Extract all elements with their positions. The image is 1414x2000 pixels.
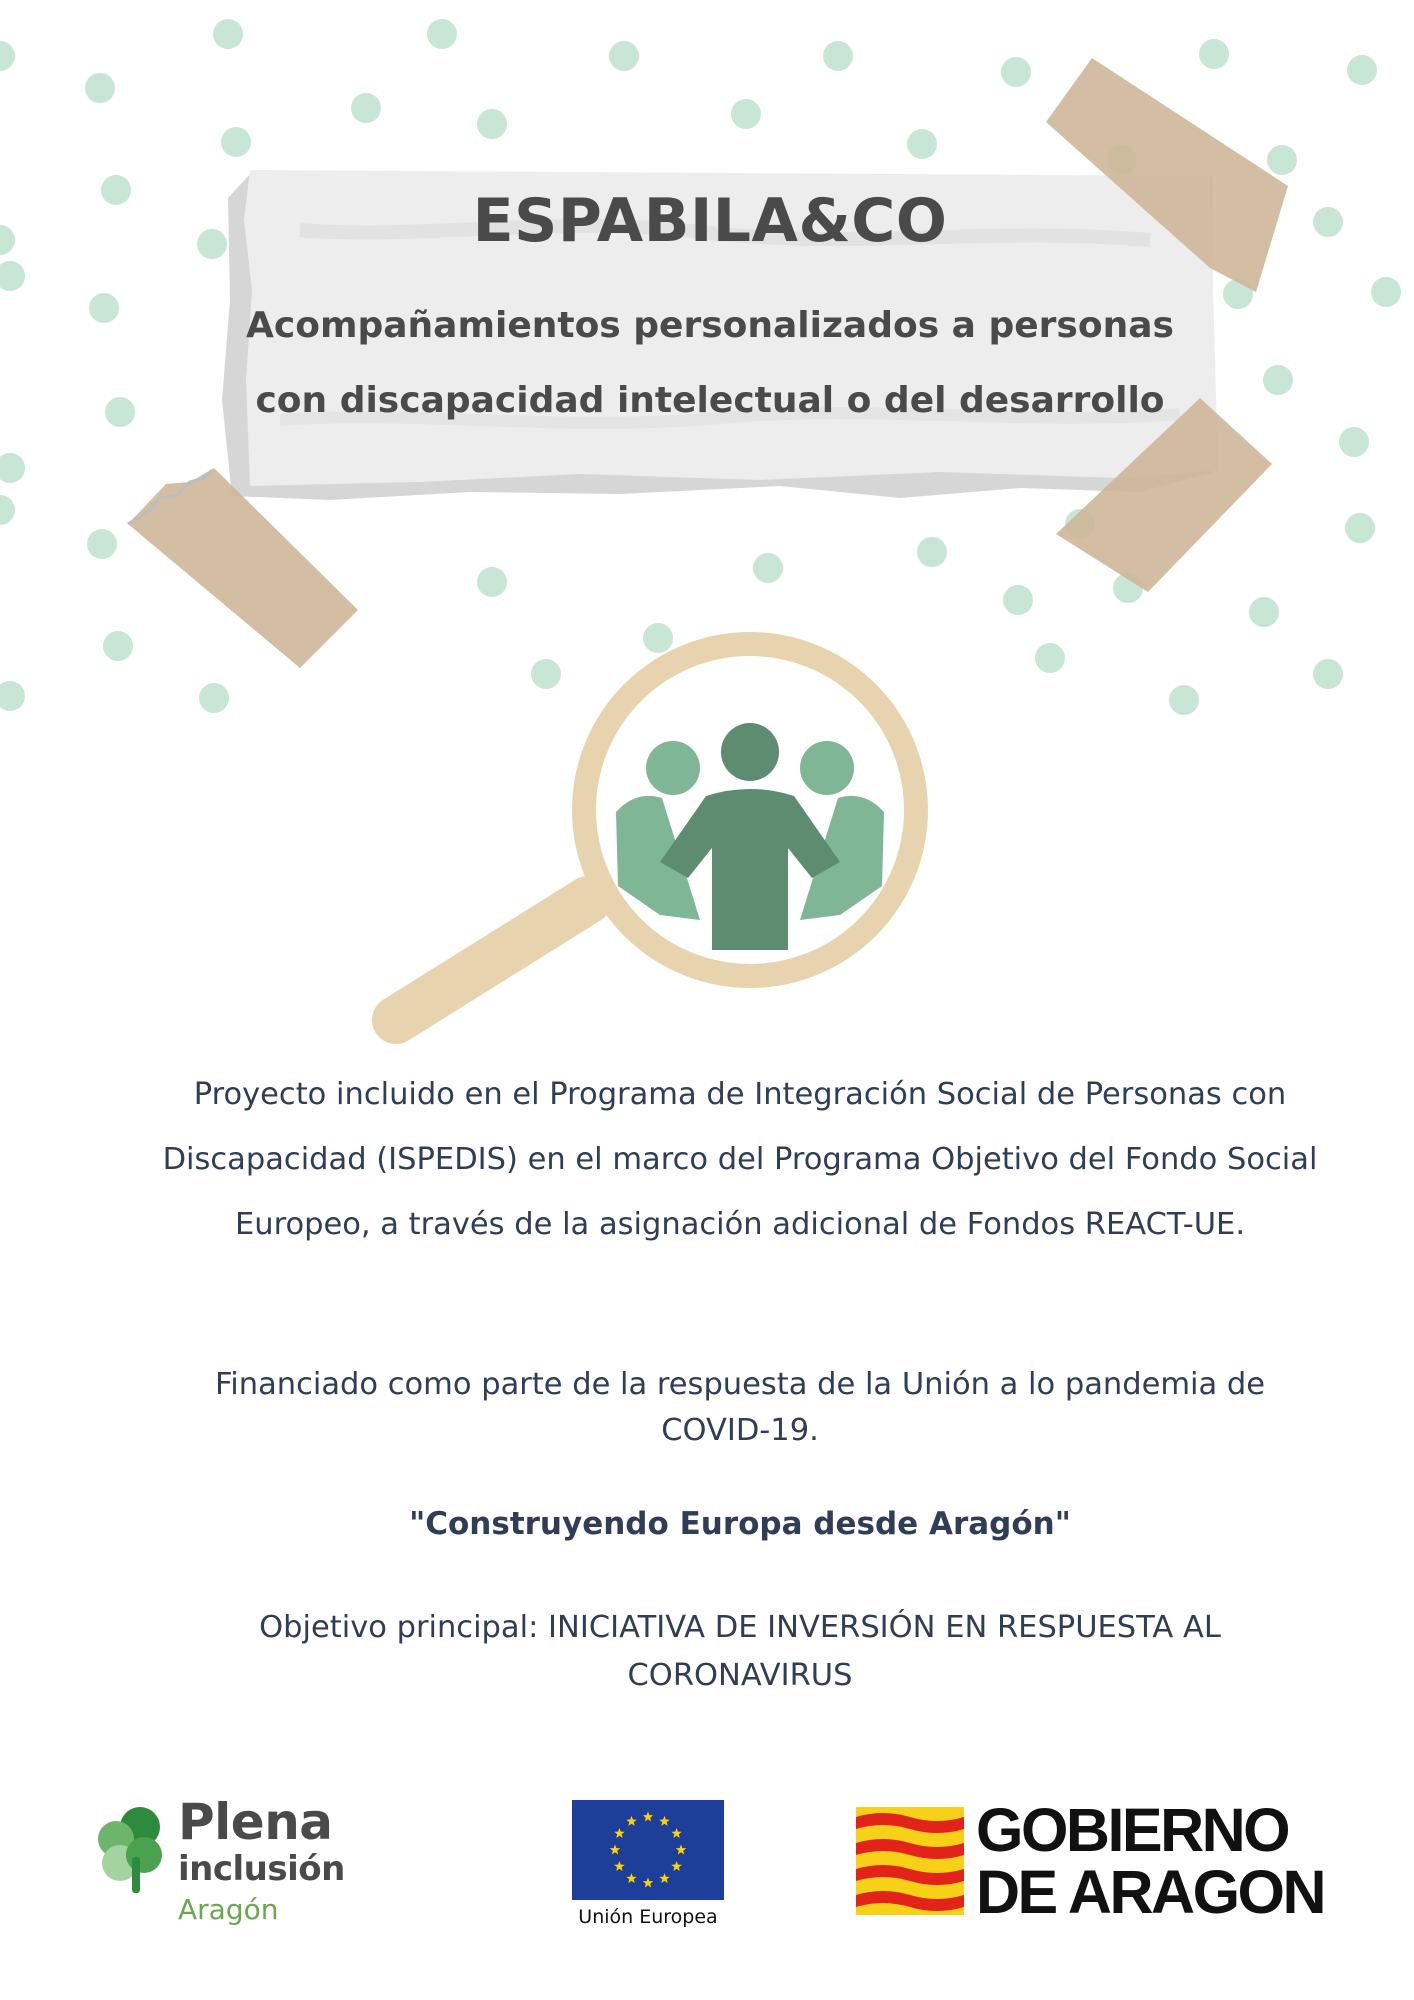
plena-name: Plena — [178, 1793, 333, 1851]
magnifier-people-icon — [396, 644, 916, 1020]
polka-dot — [477, 109, 507, 139]
polka-dot — [0, 41, 15, 71]
polka-dot — [89, 293, 119, 323]
aragon-text — [976, 1796, 1325, 1926]
polka-dot — [1001, 57, 1031, 87]
polka-dot — [609, 41, 639, 71]
polka-dot — [85, 73, 115, 103]
funding-text: Financiado como parte de la respuesta de la Unión a lo pandemia de COVID-19. — [214, 1367, 1266, 1448]
polka-dot — [753, 553, 783, 583]
polka-dot — [103, 631, 133, 661]
plena-region: Aragón — [178, 1893, 279, 1926]
eu-flag-icon — [572, 1800, 724, 1900]
polka-dot — [197, 229, 227, 259]
polka-dot — [1313, 207, 1343, 237]
polka-dot — [0, 225, 15, 255]
eu-caption: Unión Europea — [578, 1906, 718, 1928]
polka-dot — [731, 99, 761, 129]
polka-dot — [221, 127, 251, 157]
aragon-line-2: DE ARAGON — [976, 1858, 1325, 1926]
polka-dot — [101, 175, 131, 205]
polka-dot — [351, 93, 381, 123]
polka-dot — [199, 683, 229, 713]
polka-dot — [1035, 643, 1065, 673]
polka-dot — [823, 41, 853, 71]
program-description: Proyecto incluido en el Programa de Integración Social de Personas con Discapacidad (ISPEDIS) en el marco del Programa Objetivo del Fondo Social Europeo, a través de la asignación adicional de Fondos REACT-UE. — [162, 1077, 1318, 1242]
polka-dot — [1199, 39, 1229, 69]
polka-dot — [1263, 365, 1293, 395]
polka-dot — [213, 19, 243, 49]
polka-dot — [917, 537, 947, 567]
page-subtitle: Acompañamientos personalizados a personas con discapacidad intelectual o del desarrollo — [246, 305, 1174, 421]
plena-sub: inclusión — [178, 1849, 345, 1889]
polka-dot — [1169, 685, 1199, 715]
page-title: ESPABILA&CO — [472, 186, 948, 256]
polka-dot — [1345, 513, 1375, 543]
aragon-flag-icon — [856, 1807, 964, 1915]
gobierno-aragon-logo — [856, 1796, 1366, 1926]
plena-inclusion-logo — [96, 1795, 356, 1925]
polka-dot — [1347, 55, 1377, 85]
aragon-line-1: GOBIERNO — [976, 1796, 1289, 1864]
polka-dot — [427, 19, 457, 49]
polka-dot — [105, 397, 135, 427]
polka-dot — [1003, 585, 1033, 615]
clover-icon — [96, 1801, 176, 1901]
polka-dot — [87, 529, 117, 559]
polka-dot — [0, 681, 25, 711]
polka-dot — [1267, 145, 1297, 175]
polka-dot — [531, 659, 561, 689]
polka-dot — [1339, 427, 1369, 457]
polka-dot — [0, 453, 25, 483]
polka-dot — [643, 623, 673, 653]
polka-dot — [907, 129, 937, 159]
objective-text: Objetivo principal: INICIATIVA DE INVERSIÓN EN RESPUESTA AL CORONAVIRUS — [259, 1610, 1221, 1693]
polka-dot — [1249, 597, 1279, 627]
motto-text: "Construyendo Europa desde Aragón" — [409, 1506, 1071, 1542]
polka-dot — [477, 567, 507, 597]
polka-dot — [1313, 659, 1343, 689]
polka-dot — [1371, 277, 1401, 307]
eu-logo — [572, 1800, 724, 1928]
polka-dot — [0, 495, 15, 525]
polka-dot — [0, 261, 25, 291]
